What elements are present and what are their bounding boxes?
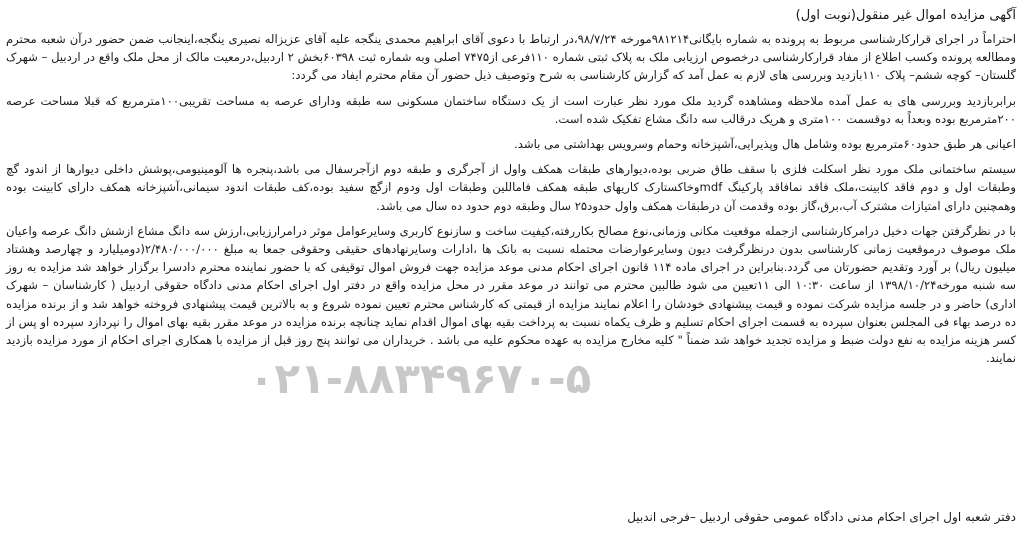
paragraph-intro: احتراماً در اجرای قرارکارشناسی مربوط به پرونده به شماره بایگانی۹۸۱۲۱۴مورخه ۹۸/۷/۲۴،در ارتباط با دعوی آقای ابراهیم محمدی ینگجه علیه آقای عزیزاله نصیری ینگجه،اینجانب ضمن حضور درآن شعبه محترم ومطالعه پرونده وکسب اطلاع از مفاد قرارکارشناسی درخصوص ارزیابی ملک به پلاک ثبتی شماره ۱۱۰فرعی از۷۴۷۵ اصلی وبه شماره ثبت ۶۰۳۹۸بخش ۲ اردبیل،درمعیت مالک از محل ملک واقع در اردبیل – شهرک گلستان– کوچه ششم– پلاک ۱۱۰بازدید وبررسی های لازم به عمل آمد که گزارش کارشناسی به شرح وتوصیف ذیل حضور آن مقام محترم ایفاد می گردد: xyxy=(6,32,1017,83)
paragraph-valuation-auction: با در نظرگرفتن جهات دخیل درامرکارشناسی ازجمله موقعیت مکانی وزمانی،نوع مصالح بکاررفته،کیفیت ساخت و سازنوع کاربری وسایرعوامل موثر درامرارزیابی،ارزش سه دانگ مشاع ازشش دانگ عرصه واعیان ملک موصوف درموقعیت زمانی کارشناسی بدون درنظرگرفت دیون وسایرعوارضات محتمله نسبت به بانک ها ،ادارات وسایرنهادهای حقیقی وحقوقی جمعا به مبلغ ۲/۴۸۰/۰۰۰/۰۰۰(دومیلیارد و چهارصد وهشتاد میلیون ریال) بر آورد وتقدیم حضورتان می گردد.بنابراین در اجرای ماده ۱۱۴ قانون اجرای احکام مدنی موعد مزایده جهت فروش اموال توقیفی که با حضور نماینده محترم دادسرا برگزار خواهد شد مزایده به روز سه شنبه مورخه۱۳۹۸/۱۰/۲۴ از ساعت ۱۰:۳۰ الی ۱۱تعیین می شود طالبین محترم می توانند در موعد مقرر در محل مزایده واقع در دفتر اول اجرای احکام مدنی دادگاه حقوقی اردبیل ( کارشناسان – شهرک اداری) حاضر و در جلسه مزایده شرکت نموده و قیمت پیشنهادی خودشان را اعلام نمایند مزایده از قیمتی که کارشناس محترم تعیین نموده شروع و به بالاترین قیمت پیشنهادی فروخته خواهد شد و از برنده مزایده ده درصد بهاء فی المجلس بعنوان سپرده به قسمت اجرای احکام تسلیم و ظرف یکماه نسبت به پرداخت بقیه بهای اموال اقدام نماید چنانچه برنده مزایده در موعد مقرر بقیه بهای اموال را نپردازد سپرده او پس از کسر هزینه مزایده به نفع دولت ضبط و مزایده تجدید خواهد شد ضمناً " کلیه مخارج مزایده به عهده محکوم علیه می باشد . خریداران می توانند پنج روز قبل از مزایده با همکاری اجرای احکام از مورد مزایده بازدید نمایند. xyxy=(6,223,1016,366)
watermark-phone: ۰۲۱-۸۸۳۴۹۶۷۰-۵ xyxy=(248,354,592,403)
paragraph-building-area: اعیانی هر طبق حدود۶۰مترمربع بوده وشامل هال وپذیرایی،آشپزخانه وحمام وسرویس بهداشتی می باشد. xyxy=(514,137,1016,152)
paragraph-construction: سیستم ساختمانی ملک مورد نظر اسکلت فلزی با سقف طاق ضربی بوده،دیوارهای طبقات همکف واول از آجرگری و طبقه دوم ازآجرسفال می باشد،پنجره ها آلومینیومی،پوشش داخلی دیوارها از اندود گچ وطبقات اول و دوم فاقد کابینت،ملک فاقد نمافاقد پارکینگ mdfوخاکستارک کاریهای طبقه همکف فاماللین وطبقات اول ودوم ازگچ سفید بوده،کف طبقات اندود سیمانی،آشپزخانه همکف دارای کابینت بوده وهمچنین دارای امتیازات مشترک آب،برق،گاز بوده وقدمت آن درطبقات همکف واول حدود۲۵ سال وطبقه دوم حدود ده سال می باشد. xyxy=(6,162,1017,213)
notice-title: آگهی مزایده اموال غیر منقول(نوبت اول) xyxy=(795,8,1016,23)
auction-notice xyxy=(6,6,1016,530)
paragraph-inspection: برابربازدید وبررسی های به عمل آمده ملاحظه ومشاهده گردید ملک مورد نظر عبارت است از یک دستگاه ساختمان مسکونی سه طبقه ودارای عرصه به مساحت تقریبی۱۰۰مترمربع که قبلا مساحت عرصه ۲۰۰مترمربع بوده وبعداً به دوقسمت ۱۰۰متری و هریک درقالب سه دانگ مشاع تفکیک شده است. xyxy=(6,93,1016,126)
notice-footer-signature: دفتر شعبه اول اجرای احکام مدنی دادگاه عمومی حقوقی اردبیل –فرجی اندبیل xyxy=(627,510,1016,524)
